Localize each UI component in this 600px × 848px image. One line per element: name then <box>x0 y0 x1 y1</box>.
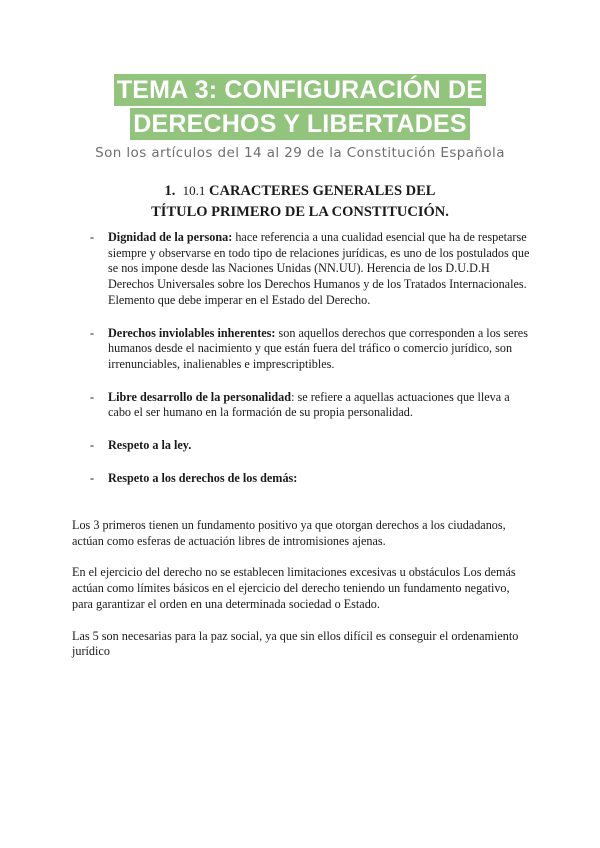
list-item-term: Respeto a los derechos de los demás: <box>108 470 298 485</box>
list-dash: - <box>90 230 95 244</box>
list-item-term: Libre desarrollo de la personalidad <box>108 389 292 404</box>
section-subnumber: 10.1 <box>182 183 206 198</box>
list-dash: - <box>90 470 95 485</box>
paragraph-1: Los 3 primeros tienen un fundamento positivo ya que otorgan derechos a los ciudadanos, actúan como esferas de actuación libres de intromisiones ajenas. <box>72 518 506 548</box>
list-item-term: Derechos inviolables inherentes: <box>108 325 276 340</box>
section-number: 1. <box>164 183 176 199</box>
list-item <box>90 438 530 454</box>
list-dash: - <box>90 325 95 340</box>
paragraph-3: Las 5 son necesarias para la paz social, ya que sin ellos difícil es conseguir el ordenamiento jurídico <box>72 628 519 659</box>
title-line-2: DERECHOS Y LIBERTADES <box>130 108 469 140</box>
section-heading-line-1: CARACTERES GENERALES DEL <box>209 183 436 199</box>
section-heading <box>0 180 600 223</box>
document-subtitle: Son los artículos del 14 al 29 de la Constitución Española <box>95 145 505 161</box>
body-paragraphs <box>72 518 532 676</box>
list-item <box>90 471 530 487</box>
characteristics-list <box>90 230 530 503</box>
list-item-text: : se refiere a aquellas actuaciones que lleva a cabo el ser humano en la formación de su propia personalidad. <box>108 389 510 420</box>
title-line-1: TEMA 3: CONFIGURACIÓN DE <box>114 74 486 106</box>
list-item <box>90 390 530 421</box>
list-dash: - <box>90 438 95 453</box>
paragraph-2: En el ejercicio del derecho no se establecen limitaciones excesivas u obstáculos Los demás actúan como límites básicos en el ejercicio del derecho teniendo un fundamento negativo, para garantizar el orden en una determinada sociedad o Estado. <box>72 565 516 611</box>
list-item-text: hace referencia a una cualidad esencial que ha de respetarse siempre y observarse en todo tipo de relaciones jurídicas, es uno de los postulados que se nos impone desde las Naciones Unidas (NN.UU). Herencia de los D.U.D.H Derechos Universales sobre los Derechos Humanos y de los Tratados Internacionales. Elemento que debe imperar en el Estado del Derecho. <box>108 230 530 307</box>
document-title <box>0 74 600 140</box>
list-item <box>90 326 530 373</box>
list-item <box>90 230 530 309</box>
list-item-term: Respeto a la ley. <box>108 438 192 453</box>
list-item-text: son aquellos derechos que corresponden a los seres humanos desde el nacimiento y que están fuera del tráfico o comercio jurídico, son irrenunciables, inalienables e imprescriptibles. <box>108 325 528 371</box>
section-heading-line-2: TÍTULO PRIMERO DE LA CONSTITUCIÓN. <box>151 204 449 220</box>
list-item-term: Dignidad de la persona: <box>108 230 233 244</box>
list-dash: - <box>90 389 95 404</box>
